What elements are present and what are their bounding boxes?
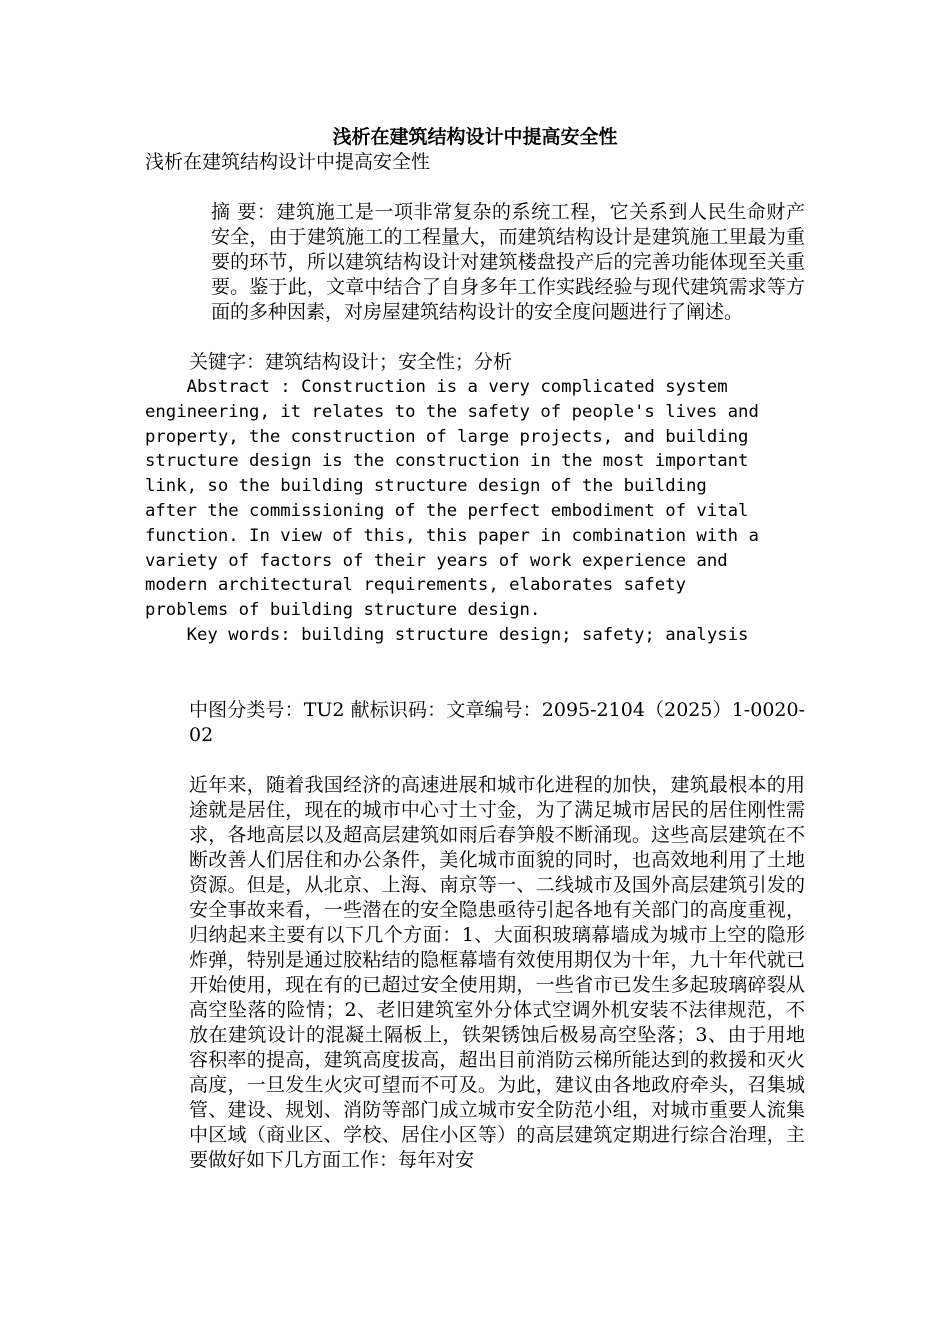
keywords-chinese: 关键字：建筑结构设计；安全性；分析 — [189, 351, 513, 373]
spacer — [145, 325, 805, 350]
body-paragraph: 近年来，随着我国经济的高速进展和城市化进程的加快，建筑最根本的用途就是居住，现在的城市中心寸土寸金，为了满足城市居民的居住刚性需求，各地高层以及超高层建筑如雨后春笋般不断涌现。这些高层建筑在不断改善人们居住和办公条件，美化城市面貌的同时，也高效地利用了土地资源。但是，从北京、上海、南京等一、二线城市及国外高层建筑引发的安全事故来看，一些潜在的安全隐患亟待引起各地有关部门的高度重视，归纳起来主要有以下几个方面：1、大面积玻璃幕墙成为城市上空的隐形炸弹，特别是通过胶粘结的隐框幕墙有效使用期仅为十年，九十年代就已开始使用，现在有的已超过安全使用期，一些省市已发生多起玻璃碎裂从高空坠落的险情；2、老旧建筑室外分体式空调外机安装不法律规范，不放在建筑设计的混凝土隔板上，铁架锈蚀后极易高空坠落；3、由于用地容积率的提高，建筑高度拔高，超出目前消防云梯所能达到的救援和灭火高度，一旦发生火灾可望而不可及。为此，建议由各地政府牵头，召集城管、建设、规划、消防等部门成立城市安全防范小组，对城市重要人流集中区域（商业区、学校、居住小区等）的高层建筑定期进行综合治理，主要做好如下几方面工作：每年对安 — [189, 773, 805, 1171]
document-title: 浅析在建筑结构设计中提高安全性 — [332, 126, 618, 148]
document-page — [145, 124, 805, 1173]
abstract-english-line: modern architectural requirements, elaborates safety — [145, 575, 687, 596]
abstract-english-line: variety of factors of their years of work experience and — [145, 550, 728, 571]
document-subtitle: 浅析在建筑结构设计中提高安全性 — [145, 151, 431, 173]
abstract-english-line: link, so the building structure design of the building — [145, 476, 707, 497]
abstract-english-line: engineering, it relates to the safety of people's lives and — [145, 401, 759, 422]
abstract-english — [145, 375, 805, 623]
spacer — [145, 648, 805, 698]
abstract-english-line: property, the construction of large projects, and building — [145, 426, 749, 447]
abstract-chinese: 摘 要：建筑施工是一项非常复杂的系统工程，它关系到人民生命财产安全，由于建筑施工的工程量大，而建筑结构设计是建筑施工里最为重要的环节，所以建筑结构设计对建筑楼盘投产后的完善功能体现至关重要。鉴于此，文章中结合了自身多年工作实践经验与现代建筑需求等方面的多种因素，对房屋建筑结构设计的安全度问题进行了阐述。 — [211, 201, 805, 323]
spacer — [145, 748, 805, 773]
spacer — [145, 175, 805, 200]
abstract-english-line: function. In view of this, this paper in combination with a — [145, 525, 759, 546]
abstract-english-line: Abstract : Construction is a very complicated system — [145, 377, 728, 397]
abstract-english-line: problems of building structure design. — [145, 600, 541, 621]
abstract-english-line: structure design is the construction in the most important — [145, 451, 749, 472]
classification-number: 中图分类号：TU2 献标识码：文章编号：2095-2104（2025）1-0020-02 — [189, 698, 805, 746]
keywords-english: Key words: building structure design; safety; analysis — [145, 624, 749, 645]
abstract-english-line: after the commissioning of the perfect embodiment of vital — [145, 500, 749, 521]
